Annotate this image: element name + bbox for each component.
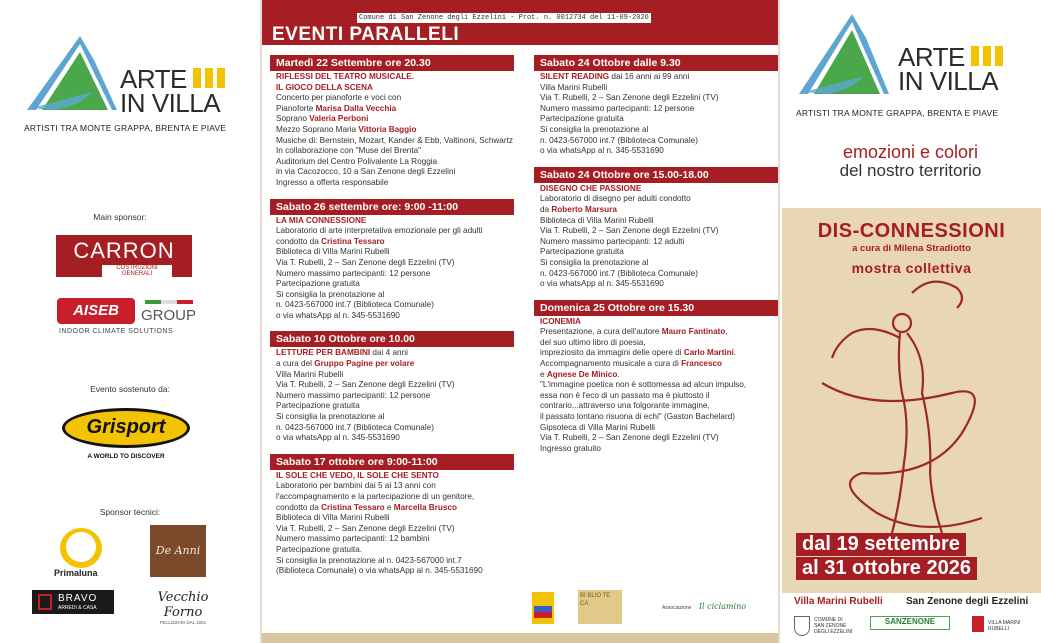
event-title-line — [276, 471, 514, 482]
emozioni-line2: del nostro territorio — [839, 161, 982, 180]
event-title: IL SOLE CHE VEDO, IL SOLE CHE SENTO — [276, 470, 439, 480]
event-body — [270, 347, 520, 444]
event-detail: Villa Marini Rubelli — [276, 369, 344, 379]
event-date: Sabato 10 Ottobre ore 10.00 — [270, 331, 514, 347]
event-block — [270, 199, 520, 323]
event-detail: "L'immagine poetica non è sottomessa ad alcun impulso, — [540, 380, 747, 390]
arte-in-villa-logo-2 — [794, 8, 1034, 118]
comune-label: COMUNE DI SAN ZENONE DEGLI EZZELINI — [814, 617, 853, 635]
event-detail: impreziosito da immagini delle opere di Carlo Martini. — [540, 348, 737, 358]
event-title: SILENT READING — [540, 72, 610, 81]
events-column-right — [534, 55, 784, 464]
event-block — [534, 167, 784, 291]
event-block — [270, 331, 520, 444]
event-detail: Via T. Rubelli, 2 – San Zenone degli Ezzelini (TV) — [276, 380, 455, 390]
deanni-logo: De Anni — [150, 525, 206, 577]
event-title-line — [276, 72, 514, 83]
event-title: LETTURE PER BAMBINI — [276, 348, 371, 358]
poster-title: DIS-CONNESSIONI — [817, 220, 1006, 242]
event-detail: Laboratorio per bambini dai 5 ai 13 anni con — [276, 481, 436, 491]
tech-sponsor-label: Sponsor tecnici: — [99, 507, 161, 517]
event-date: Domenica 25 Ottobre ore 15.30 — [534, 300, 778, 316]
gold-bars-icon — [971, 46, 1007, 66]
aiseb-sub: INDOOR CLIMATE SOLUTIONS — [59, 328, 174, 335]
event-detail: Concerto per pianoforte e voci con — [276, 93, 402, 103]
event-detail: Numero massimo partecipanti: 12 adulti — [540, 236, 685, 246]
event-detail: Biblioteca di Villa Marini Rubelli — [276, 513, 390, 523]
event-detail: o via whatsApp al n. 345-5531690 — [276, 433, 400, 443]
event-detail: (Biblioteca Comunale) o via whatsApp al n. 345-5531690 — [276, 566, 483, 576]
dancer-drawing-icon — [782, 263, 1041, 543]
aiseb-group: GROUP — [141, 307, 197, 324]
bravo-sub: ARREDI & CASA — [58, 605, 97, 611]
mountain-logo-icon — [22, 30, 132, 110]
event-body — [534, 316, 784, 456]
event-title-2: IL GIOCO DELLA SCENA — [276, 82, 373, 92]
mountain-logo-icon — [794, 8, 904, 94]
logo-line2: IN VILLA — [120, 88, 221, 118]
event-detail: Partecipazione gratuita — [276, 401, 360, 411]
event-title: ICONEMIA — [540, 316, 581, 326]
sanzenone-logo: SANZENONE — [870, 616, 950, 630]
arte-in-villa-logo — [22, 30, 242, 140]
event-detail: Si consiglia la prenotazione al n. 0423-567000 int.7 — [276, 555, 462, 565]
date-to: al 31 ottobre 2026 — [796, 557, 977, 580]
event-detail: Laboratorio di disegno per adulti condotto — [540, 194, 691, 204]
event-detail: n. 0423-567000 int.7 (Biblioteca Comunale) — [276, 422, 434, 432]
event-body — [534, 71, 784, 158]
emozioni-line1: emozioni e colori — [842, 142, 979, 162]
event-title: DISEGNO CHE PASSIONE — [540, 183, 642, 193]
event-date: Sabato 26 settembre ore: 9:00 -11:00 — [270, 199, 514, 215]
event-body — [270, 71, 520, 190]
event-detail: o via whatsApp al n. 345-5531690 — [276, 310, 400, 320]
date-badge — [796, 533, 1032, 580]
aiseb-name: AISEB — [57, 298, 135, 324]
event-block — [270, 454, 520, 578]
event-detail: Partecipazione gratuita — [276, 279, 360, 289]
carron-logo — [56, 235, 192, 277]
event-detail: In collaborazione con "Muse del Brenta" — [276, 146, 422, 156]
logo-line2: IN VILLA — [898, 66, 999, 96]
logo-tagline: ARTISTI TRA MONTE GRAPPA, BRENTA E PIAVE — [24, 123, 227, 133]
footer-texture — [262, 633, 778, 643]
event-detail: Partecipazione gratuita. — [276, 544, 363, 554]
event-detail: Via T. Rubelli, 2 – San Zenone degli Ezzelini (TV) — [540, 433, 719, 443]
event-detail: essa non è l'eco di un passato ma è piuttosto il — [540, 390, 710, 400]
event-title: RIFLESSI DEL TEATRO MUSICALE. — [276, 72, 414, 81]
supported-label: Evento sostenuto da: — [90, 384, 170, 394]
event-detail: n. 0423-567000 int.7 (Biblioteca Comunale) — [540, 135, 698, 145]
event-title-line — [276, 348, 514, 359]
carron-sub: COSTRUZIONI GENERALI — [102, 265, 172, 277]
primaluna-logo — [52, 528, 112, 580]
venue-label: Villa Marini Rubelli — [794, 596, 883, 607]
logo-tagline: ARTISTI TRA MONTE GRAPPA, BRENTA E PIAVE — [796, 108, 999, 118]
event-detail: del suo ultimo libro di poesia, — [540, 337, 646, 347]
bravo-logo — [32, 590, 114, 614]
event-detail: Numero massimo partecipanti: 12 bambini — [276, 534, 430, 544]
right-panel — [780, 0, 1041, 643]
event-detail: Ingresso a offerta responsabile — [276, 177, 389, 187]
event-detail: contrario...attraverso una folgorante immagine, — [540, 401, 710, 411]
event-detail: Ingresso gratuito — [540, 443, 601, 453]
event-detail: Numero massimo partecipanti: 12 persone — [276, 390, 431, 400]
associazione-logo — [662, 602, 772, 611]
event-detail: Numero massimo partecipanti: 12 persone — [540, 103, 695, 113]
event-block — [534, 55, 784, 158]
event-detail: il passato lontano risuona di echi" (Gaston Bachelard) — [540, 412, 735, 422]
event-detail: Si consiglia la prenotazione al — [276, 412, 385, 422]
event-detail: Auditorium del Centro Polivalente La Roggia — [276, 156, 438, 166]
event-title-line — [540, 72, 778, 83]
event-title-line — [276, 216, 514, 227]
primaluna-name: Primaluna — [54, 568, 98, 578]
emozioni-heading — [780, 143, 1041, 180]
ciclamino-label: Il ciclamino — [698, 602, 747, 611]
event-detail: Via T. Rubelli, 2 – San Zenone degli Ezzelini (TV) — [540, 226, 719, 236]
event-block — [270, 55, 520, 190]
event-detail: condotto da Cristina Tessaro e Marcella Brusco — [276, 502, 458, 512]
event-date: Martedì 22 Settembre ore 20.30 — [270, 55, 514, 71]
event-detail: o via whatsApp al n. 345-5531690 — [540, 146, 664, 156]
town-label: San Zenone degli Ezzelini — [906, 596, 1029, 607]
event-detail: Numero massimo partecipanti: 12 persone — [276, 268, 431, 278]
event-detail: condotto da Cristina Tessaro — [276, 236, 385, 246]
event-detail: Soprano Valeria Perboni — [276, 114, 369, 124]
protocol-stamp: Comune di San Zenone degli Ezzelini - Prot. n. 0012734 del 11-09-2026 — [359, 14, 649, 22]
event-detail: Laboratorio di arte interpretativa emozionale per gli adulti — [276, 226, 483, 236]
events-title: EVENTI PARALLELI — [272, 24, 460, 45]
event-detail: Via T. Rubelli, 2 – San Zenone degli Ezzelini (TV) — [276, 523, 455, 533]
event-detail: Biblioteca di Villa Marini Rubelli — [276, 247, 390, 257]
main-sponsor-label: Main sponsor: — [93, 212, 147, 222]
events-header — [262, 0, 778, 45]
event-detail: Partecipazione gratuita — [540, 247, 624, 257]
associazione-label: Associazione — [662, 605, 692, 611]
biblioteca-logo: BI BLIO TE CA — [578, 590, 622, 624]
event-detail: n. 0423-567000 int.7 (Biblioteca Comunale) — [540, 268, 698, 278]
event-detail: Si consiglia la prenotazione al — [540, 257, 649, 267]
logo-line1: ARTE — [898, 42, 965, 72]
event-detail: e Agnese De Minico. — [540, 369, 620, 379]
grisport-logo — [62, 408, 190, 464]
grisport-sub: A WORLD TO DISCOVER — [87, 453, 165, 460]
poster-subtitle: mostra collettiva — [851, 260, 972, 276]
event-body — [270, 215, 520, 323]
vecchio-forno-name: Vecchio Forno — [157, 590, 209, 620]
gold-bars-icon — [193, 68, 227, 88]
library-logo — [532, 592, 554, 624]
event-block — [534, 300, 784, 456]
bravo-name: BRAVO — [58, 593, 98, 604]
event-detail: Musiche di: Bernstein, Mozart, Kander & Ebb, Valtinoni, Schwartz — [276, 135, 513, 145]
event-detail: Via T. Rubelli, 2 – San Zenone degli Ezzelini (TV) — [276, 257, 455, 267]
comune-logo — [794, 614, 854, 638]
event-title: LA MIA CONNESSIONE — [276, 215, 367, 225]
event-title-suffix: dai 4 anni — [370, 348, 408, 358]
event-detail: Pianoforte Marisa Dalla Vecchia — [276, 103, 397, 113]
date-from: dal 19 settembre — [796, 533, 966, 556]
event-date: Sabato 17 ottobre ore 9:00-11:00 — [270, 454, 514, 470]
logo-line1: ARTE — [120, 64, 187, 94]
grisport-name: Grisport — [86, 416, 166, 438]
event-detail: Villa Marini Rubelli — [540, 82, 608, 92]
event-date: Sabato 24 Ottobre dalle 9.30 — [534, 55, 778, 71]
event-detail: Si consiglia la prenotazione al — [276, 289, 385, 299]
event-title-line — [540, 184, 778, 195]
event-detail: Si consiglia la prenotazione al — [540, 124, 649, 134]
event-detail: a cura del Gruppo Pagine per volare — [276, 359, 415, 369]
carron-name: CARRON — [73, 238, 175, 263]
event-body — [270, 470, 520, 578]
event-detail: n. 0423-567000 int.7 (Biblioteca Comunale) — [276, 300, 434, 310]
villa-logo — [972, 614, 1034, 638]
middle-panel — [262, 0, 778, 643]
event-detail: Accompagnamento musicale a cura di Francesco — [540, 359, 723, 369]
event-date: Sabato 24 Ottobre ore 15.00-18.00 — [534, 167, 778, 183]
event-detail: Gipsoteca di Villa Marini Rubelli — [540, 422, 655, 432]
event-body — [534, 183, 784, 291]
event-detail: o via whatsApp al n. 345-5531690 — [540, 279, 664, 289]
event-detail: Mezzo Soprano Maria Vittoria Baggio — [276, 124, 417, 134]
events-column-left — [270, 55, 520, 587]
vecchio-forno-logo — [138, 590, 228, 625]
vecchio-forno-sub: PELLIZZARI DAL 1951 — [159, 620, 207, 625]
event-detail: l'accompagnamento e la partecipazione di un genitore, — [276, 492, 475, 501]
event-detail: Biblioteca di Villa Marini Rubelli — [540, 215, 654, 225]
aiseb-logo — [57, 298, 202, 338]
left-panel — [0, 0, 260, 643]
event-detail: Via T. Rubelli, 2 – San Zenone degli Ezzelini (TV) — [540, 93, 719, 103]
exhibition-poster — [782, 208, 1041, 593]
villa-label: VILLA MARINI RUBELLI — [988, 620, 1021, 632]
poster-curator: a cura di Milena Stradiotto — [852, 243, 971, 254]
event-title-suffix: dai 16 anni ai 99 anni — [609, 72, 690, 81]
event-detail: da Roberto Marsura — [540, 204, 617, 214]
event-detail: Presentazione, a cura dell'autore Mauro Fantinato, — [540, 327, 728, 337]
event-detail: in via Cacozocco, 10 a San Zenone degli Ezzelini — [276, 167, 456, 177]
event-detail: Partecipazione gratuita — [540, 114, 624, 124]
event-title-line — [540, 317, 778, 328]
